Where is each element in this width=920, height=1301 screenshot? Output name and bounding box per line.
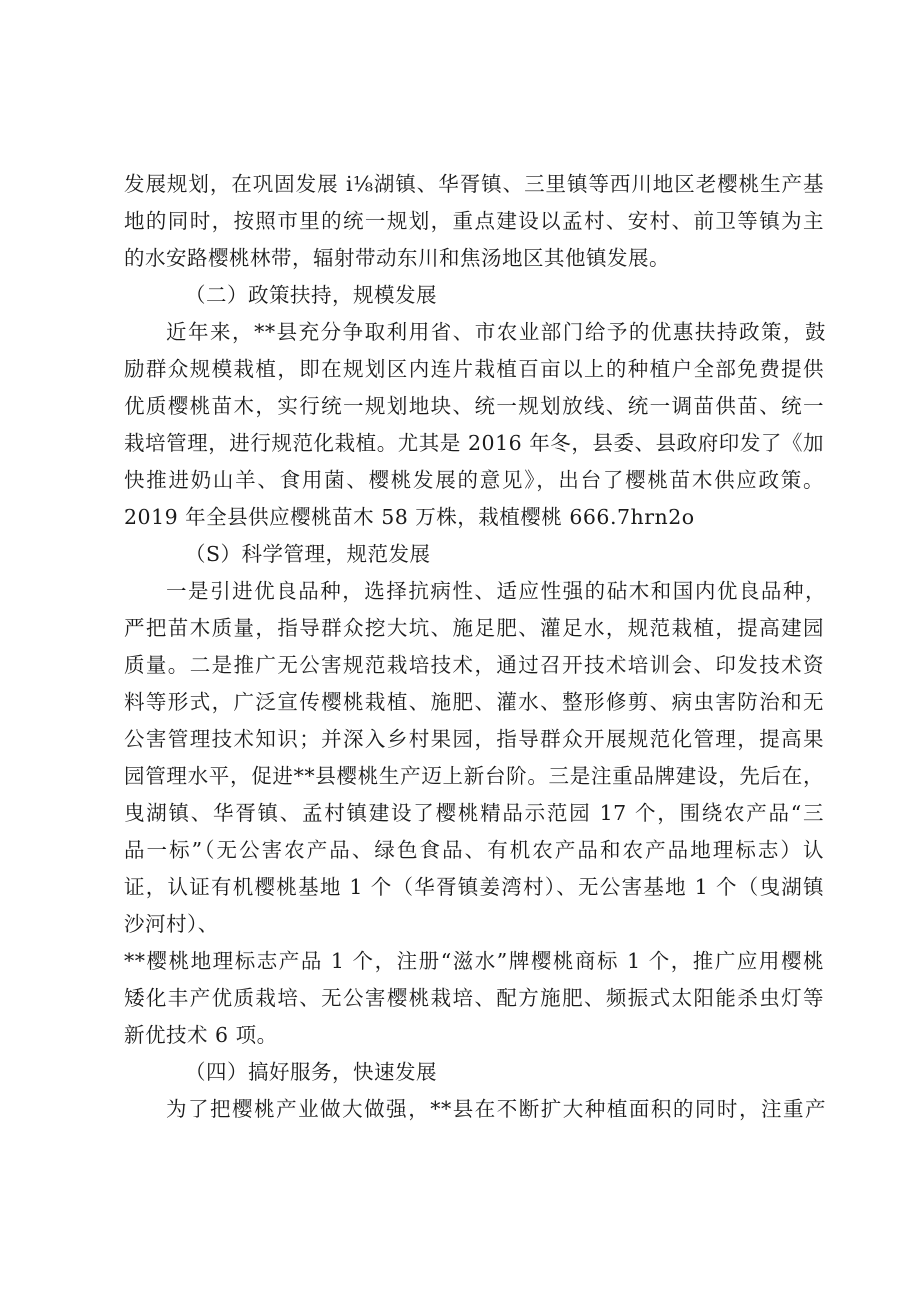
paragraph-line: 沙河村）、: [124, 912, 219, 936]
paragraph-line: 励群众规模栽植，即在规划区内连片栽植百亩以上的种植户全部免费提供: [124, 357, 824, 381]
paragraph-line: 园管理水平，促进**县樱桃生产迈上新台阶。三是注重品牌建设，先后在，: [124, 764, 824, 788]
paragraph-line: 发展规划，在巩固发展 i⅛湖镇、华胥镇、三里镇等西川地区老樱桃生产基: [124, 172, 824, 196]
paragraph-line: 近年来，**县充分争取利用省、市农业部门给予的优惠扶持政策，鼓: [166, 320, 826, 344]
paragraph-line: 栽培管理，进行规范化栽植。尤其是 2016 年冬，县委、县政府印发了《加: [124, 431, 824, 455]
paragraph-line: 新优技术 6 项。: [124, 1023, 278, 1047]
paragraph-line: 地的同时，按照市里的统一规划，重点建设以孟村、安村、前卫等镇为主: [124, 209, 824, 233]
paragraph-line: 质量。二是推广无公害规范栽培技术，通过召开技术培训会、印发技术资: [124, 653, 824, 677]
paragraph-line: 快推进奶山羊、食用菌、樱桃发展的意见》，出台了樱桃苗木供应政策。: [124, 468, 824, 492]
paragraph-line: 2019 年全县供应樱桃苗木 58 万株，栽植樱桃 666.7hrn2o: [124, 505, 695, 529]
section-heading: （四）搞好服务，快速发展: [185, 1060, 437, 1084]
paragraph-line: 为了把樱桃产业做大做强，**县在不断扩大种植面积的同时，注重产: [166, 1097, 826, 1121]
paragraph-line: 矮化丰产优质栽培、无公害樱桃栽培、配方施肥、频振式太阳能杀虫灯等: [124, 986, 824, 1010]
paragraph-line: **樱桃地理标志产品 1 个，注册“滋水”牌樱桃商标 1 个，推广应用樱桃: [124, 949, 824, 973]
paragraph-line: 一是引进优良品种，选择抗病性、适应性强的砧木和国内优良品种，: [166, 579, 826, 603]
paragraph-line: 品一标”（无公害农产品、绿色食品、有机农产品和农产品地理标志）认: [124, 838, 824, 862]
section-heading: （S）科学管理，规范发展: [185, 542, 431, 566]
section-heading: （二）政策扶持，规模发展: [185, 283, 437, 307]
paragraph-line: 优质樱桃苗木，实行统一规划地块、统一规划放线、统一调苗供苗、统一: [124, 394, 824, 418]
paragraph-line: 的水安路樱桃林带，辐射带动东川和焦汤地区其他镇发展。: [124, 246, 670, 270]
paragraph-line: 公害管理技术知识；并深入乡村果园，指导群众开展规范化管理，提高果: [124, 727, 824, 751]
paragraph-line: 证，认证有机樱桃基地 1 个（华胥镇姜湾村）、无公害基地 1 个（曳湖镇: [124, 875, 824, 899]
paragraph-line: 曳湖镇、华胥镇、孟村镇建设了樱桃精品示范园 17 个，围绕农产品“三: [124, 801, 824, 825]
paragraph-line: 严把苗木质量，指导群众挖大坑、施足肥、灌足水，规范栽植，提高建园: [124, 616, 824, 640]
paragraph-line: 料等形式，广泛宣传樱桃栽植、施肥、灌水、整形修剪、病虫害防治和无: [124, 690, 824, 714]
